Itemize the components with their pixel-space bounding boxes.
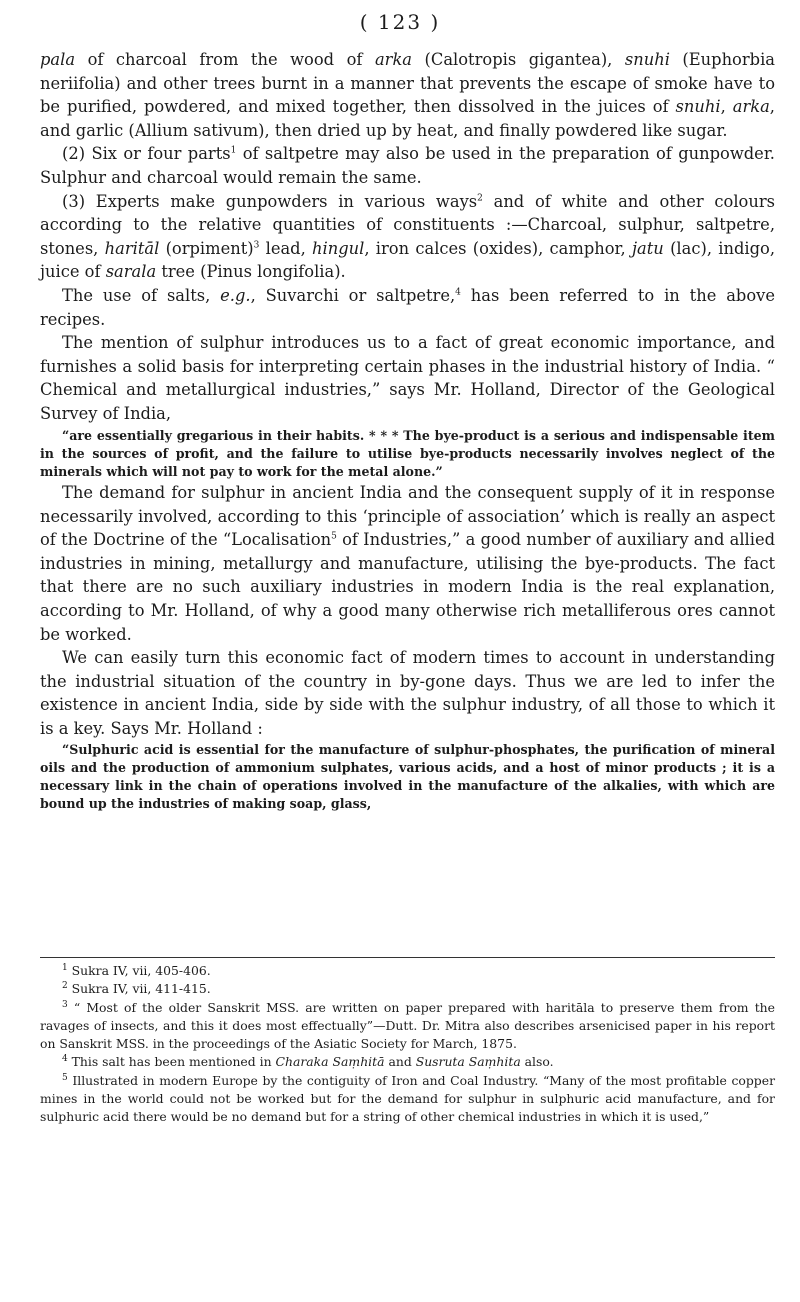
block-quote: “are essentially gregarious in their habits. * * * The bye-product is a serious and indispensable item in the sources of profit, and the failure to utilise bye-products necessarily involves neglect of the minerals which will not pay to work for the metal alone.” <box>40 427 775 479</box>
footnote-marker: 3 <box>253 240 260 251</box>
text-run: tree (Pinus longifolia). <box>156 262 346 282</box>
text-run: Sukra IV, vii, 405-406. <box>67 963 211 978</box>
footnote-marker: 4 <box>62 1054 68 1065</box>
footnote-marker: 2 <box>477 193 483 204</box>
footnote-marker: 5 <box>331 531 337 542</box>
italic-term: snuhi <box>675 97 721 117</box>
footnote-marker: 4 <box>455 287 461 298</box>
page-number: ( 123 ) <box>359 10 441 34</box>
italic-term: snuhi <box>624 50 670 69</box>
footnote-marker: 1 <box>62 962 68 973</box>
text-run: lead, <box>259 238 313 258</box>
text-run: , iron calces (oxides), camphor, <box>364 238 632 258</box>
text-run: (3) Experts make gunpowders in various ways <box>62 191 478 211</box>
text-run: of saltpetre may also be used in the preparation of gunpowder. Sulphur and charcoal would remain the same. <box>40 144 775 187</box>
italic-term: arka <box>374 50 413 69</box>
text-run: Sukra IV, vii, 411-415. <box>67 981 211 997</box>
text-run: (Calotropis gigantea), <box>412 50 625 69</box>
text-run: and of white and other colours according to the relative quantities of constituents :—Charcoal, sulphur, saltpetre, stones, <box>40 191 775 258</box>
text-run: , Suvarchi or saltpetre, <box>250 285 456 305</box>
text-run: of Industries,” a good number of auxiliary and allied industries in mining, metallurgy and manufacture, utilising the bye-products. The fact that there are no such auxiliary industries in modern India is the real explanation, according to Mr. Holland, of why a good many otherwise rich metalliferous ores cannot be worked. <box>40 530 776 644</box>
text-run: , and garlic (Allium sativum), then dried up by heat, and finally powdered like sugar. <box>40 97 775 140</box>
text-run: (orpiment) <box>159 238 254 258</box>
paragraph <box>40 142 775 189</box>
footnote <box>40 1072 775 1127</box>
text-run: has been referred to in the above recipes. <box>40 285 775 329</box>
italic-term: Susruta Saṃhita <box>415 1054 521 1070</box>
footnote <box>40 999 775 1054</box>
italic-term: haritāl <box>104 238 160 258</box>
italic-term: pala <box>40 50 76 69</box>
text-run: of charcoal from the wood of <box>75 50 375 69</box>
footnote <box>40 962 775 980</box>
text-run: “ Most of the older Sanskrit MSS. are written on paper prepared with haritāla to preserve them from the ravages of insects, and this it does most effectually”—Dutt. Dr. Mitra also describes arsenicised paper in his report on Sanskrit MSS. in the proceedings of the Asiatic Society for March, 1875. <box>40 999 775 1052</box>
footnote-marker: 1 <box>230 145 237 156</box>
italic-term: hingul <box>312 238 365 258</box>
text-run: We can easily turn this economic fact of modern times to account in understanding the industrial situation of the country in by-gone days. Thus we are led to infer the existence in ancient India, side by side with the sulphur industry, of all those to which it is a key. Says Mr. Holland : <box>40 648 775 739</box>
text-run: (lac), indigo, juice of <box>40 238 775 282</box>
text-run: Illustrated in modern Europe by the contiguity of Iron and Coal Industry. “Many of the most profitable copper mines in the world could not be worked but for the demand for sulphur in sulphuric acid manufacture, and for sulphuric acid there would be no demand but for a string of other chemical industries in which it is used,” <box>40 1072 775 1125</box>
italic-term: Charaka Saṃhitā <box>275 1054 385 1070</box>
footnotes <box>40 962 775 1127</box>
italic-term: jatu <box>632 238 664 258</box>
italic-term: sarala <box>105 262 157 282</box>
paragraph <box>40 284 775 331</box>
text-run: This salt has been mentioned in <box>67 1054 276 1070</box>
footnote <box>40 980 775 998</box>
paragraph <box>40 481 775 646</box>
main-text <box>40 48 775 813</box>
text-run: (2) Six or four parts <box>62 144 231 164</box>
text-run: and <box>384 1054 416 1070</box>
footnote-divider <box>40 957 775 958</box>
text-run: also. <box>520 1054 554 1070</box>
footnote-marker: 5 <box>62 1072 68 1083</box>
text-run: The demand for sulphur in ancient India and the consequent supply of it in response necessarily involved, according to this ‘principle of association’ which is really an aspect of the Doctrine of the “Localisation <box>40 483 775 550</box>
text-run: The mention of sulphur introduces us to a fact of great economic importance, and furnishes a solid basis for interpreting certain phases in the industrial history of India. “ Chemical and metallurgical industries,” says Mr. Holland, Director of the Geological Survey of India, <box>40 333 775 423</box>
footnote <box>40 1053 775 1071</box>
text-run: , <box>720 97 733 117</box>
paragraph <box>40 331 775 425</box>
italic-term: arka <box>732 97 770 117</box>
paragraph <box>40 646 775 740</box>
italic-term: e.g. <box>220 285 251 305</box>
text-run: The use of salts, <box>62 285 221 305</box>
block-quote: “Sulphuric acid is essential for the manufacture of sulphur-phosphates, the purification of mineral oils and the production of ammonium sulphates, various acids, and a host of minor products ; it is a necessary link in the chain of operations involved in the manufacture of the alkalies, with which are bound up the industries of making soap, glass, <box>40 741 775 812</box>
footnote-marker: 2 <box>62 981 68 992</box>
footnote-marker: 3 <box>62 999 68 1010</box>
paragraph <box>40 190 775 284</box>
text-run: (Euphorbia neriifolia) and other trees burnt in a manner that prevents the escape of smoke have to be purified, powdered, and mixed together, then dissolved in the juices of <box>40 50 775 117</box>
paragraph <box>40 48 775 142</box>
